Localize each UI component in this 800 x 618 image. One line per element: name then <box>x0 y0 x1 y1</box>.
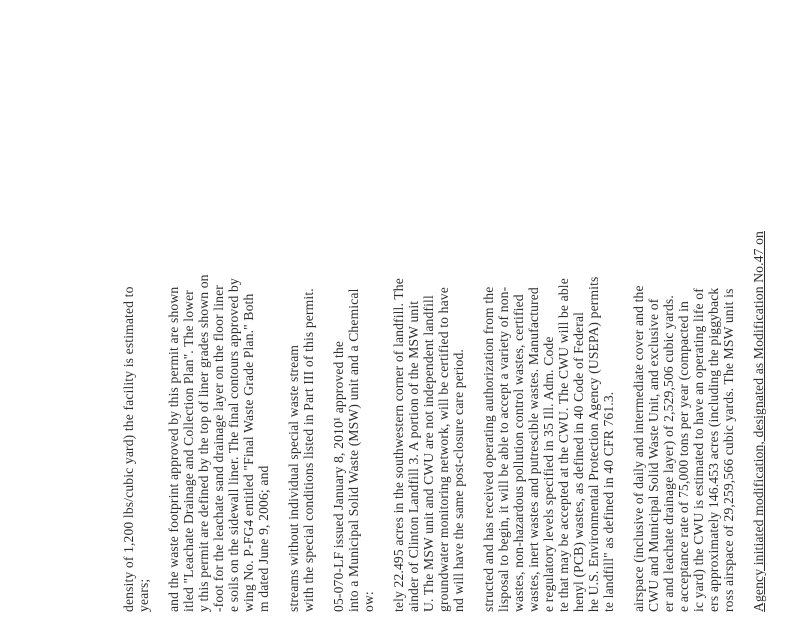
text-line: ers approximately 146.453 acres (including the piggyback <box>706 287 721 612</box>
text-line: into a Municipal Solid Waste (MSW) unit and a Chemical <box>346 288 361 612</box>
text-line: CWU and Municipal Solid Waste Unit, and exclusive of <box>646 298 661 612</box>
text-line: nd will have the same post-closure care period. <box>451 349 466 612</box>
text-line: m dated June 9, 2006; and <box>256 465 271 612</box>
text-line: wing No. P-FG4 entitled "Final Waste Grade Plan." Both <box>241 293 256 612</box>
text-line: ow: <box>361 591 376 612</box>
text-line: -foot for the leachate sand drainage layer on the floor liner <box>211 285 226 612</box>
rotated-permit-text <box>121 52 766 612</box>
text-line: groundwater monitoring network, will be certified to have <box>436 287 451 612</box>
text-line: and the waste footprint approved by this permit are shown <box>166 286 181 612</box>
text-line: te that may be accepted at the CWU. The CWU will be able <box>556 278 571 612</box>
text-line: itled "Leachate Drainage and Collection Plan". The lower <box>181 290 196 612</box>
text-line: e regulatory levels specified in 35 Ill. Adm. Code <box>541 336 556 612</box>
text-line: ic yard) the CWU is estimated to have an operating life of <box>691 288 706 612</box>
text-line: wastes, inert wastes and putrescible wastes. Manufactured <box>526 287 541 612</box>
text-line: te landfill" as defined in 40 CFR 761.3. <box>601 391 616 612</box>
text-line: U. The MSW unit and CWU are not independent landfill <box>421 295 436 612</box>
text-line: ainder of Clinton Landfill 3. A portion of the MSW unit <box>406 300 421 612</box>
footnote-line: Agency initiated modification, designated as Modification No.47 on <box>751 231 766 612</box>
text-line: years; <box>136 578 151 612</box>
text-line: airspace (inclusive of daily and intermediate cover and the <box>631 285 646 612</box>
text-line: ross airspace of 29,259,566 cubic yards. The MSW unit is <box>721 288 736 612</box>
text-line: with the special conditions listed in Part III of this permit. <box>301 288 316 612</box>
text-line: y this permit are defined by the top of liner grades shown on <box>196 274 211 612</box>
text-line: wastes, non-hazardous pollution control wastes, certified <box>511 294 526 612</box>
text-line: er and leachate drainage layer) of 2,529,506 cubic yards. <box>661 295 676 612</box>
text-line: e soils on the sidewall liner. The final contours approved by <box>226 278 241 612</box>
text-line: tely 22.495 acres in the southwestern corner of landfill. The <box>391 278 406 612</box>
text-line: structed and has received operating authorization from the <box>481 286 496 612</box>
text-line: he U.S. Environmental Protection Agency (USEPA) permits <box>586 276 601 612</box>
text-line: density of 1,200 lbs/cubic yard) the facility is estimated to <box>121 286 136 612</box>
text-line: lisposal to begin, it will be able to accept a variety of non- <box>496 286 511 612</box>
text-line: e acceptance rate of 75,000 tons per year (compacted in <box>676 301 691 612</box>
text-line: henyl (PCB) wastes, as defined in 40 Code of Federal <box>571 311 586 612</box>
text-line: 05-070-LF issued January 8, 2010¹ approved the <box>331 340 346 612</box>
text-line: streams without individual special waste stream <box>286 344 301 612</box>
